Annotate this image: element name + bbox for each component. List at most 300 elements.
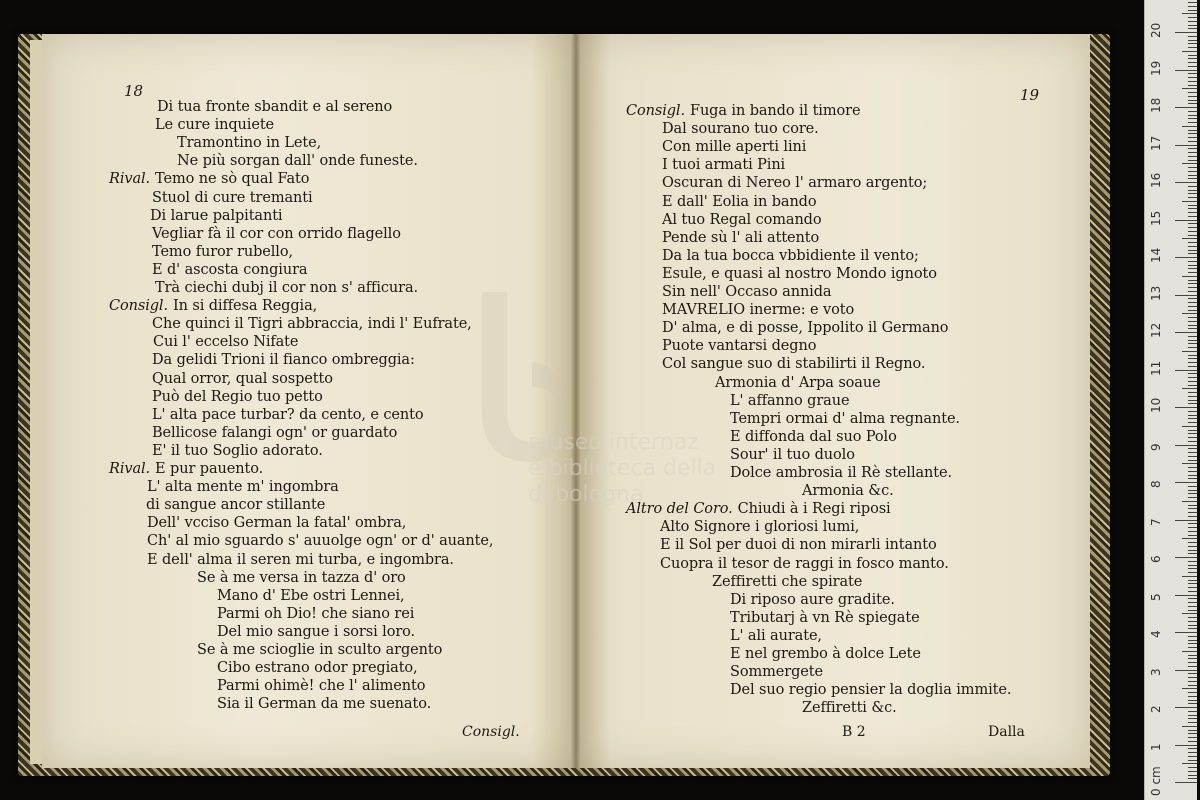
ruler-tick <box>1175 670 1197 671</box>
ruler-tick <box>1188 478 1197 479</box>
ruler-tick <box>1182 238 1197 239</box>
ruler-tick <box>1175 332 1197 333</box>
verse-line: Può del Regio tuo petto <box>152 388 323 405</box>
ruler-tick <box>1182 426 1197 427</box>
ruler-tick <box>1188 160 1197 161</box>
speaker-label: Consigl. <box>626 103 685 119</box>
ruler-tick <box>1188 643 1197 644</box>
verse-line: Se à me versa in tazza d' oro <box>197 569 406 586</box>
ruler-tick <box>1188 92 1197 93</box>
ruler-tick <box>1188 130 1197 131</box>
verse-line: Stuol di cure tremanti <box>152 189 313 206</box>
ruler-tick <box>1188 553 1197 554</box>
verse-line: Pende sù l' ali attento <box>662 229 820 246</box>
verse-line: Esule, e quasi al nostro Mondo ignoto <box>662 265 937 282</box>
verse-line: Qual orror, qual sospetto <box>152 370 333 387</box>
verse-line: Temo furor rubello, <box>152 243 293 260</box>
ruler-label: 19 <box>1149 60 1163 76</box>
ruler-tick <box>1188 325 1197 326</box>
verse-line: E nel grembo à dolce Lete <box>730 646 921 662</box>
ruler-tick <box>1188 677 1197 678</box>
ruler-tick <box>1188 771 1197 772</box>
verse-line: Alto Signore i gloriosi lumi, <box>660 519 860 536</box>
ruler-tick <box>1182 13 1197 14</box>
ruler-tick <box>1188 497 1197 498</box>
verse-line: Armonia d' Arpa soaue <box>715 374 881 391</box>
ruler-label: 7 <box>1149 517 1163 526</box>
ruler-tick <box>1188 722 1197 723</box>
ruler-tick <box>1182 763 1197 764</box>
ruler-tick <box>1188 733 1197 734</box>
ruler-tick <box>1188 628 1197 629</box>
ruler-tick <box>1188 272 1197 273</box>
ruler-tick <box>1188 366 1197 367</box>
ruler-tick <box>1188 767 1197 768</box>
speaker-label: Consigl. <box>109 298 168 315</box>
verse-line: Al tuo Regal comando <box>662 211 822 228</box>
ruler-label: 18 <box>1149 97 1163 113</box>
ruler-tick <box>1188 265 1197 266</box>
ruler-tick <box>1182 313 1197 314</box>
ruler-tick <box>1188 568 1197 569</box>
ruler-tick <box>1188 171 1197 172</box>
ruler-tick <box>1188 778 1197 779</box>
ruler-tick <box>1188 347 1197 348</box>
ruler-tick <box>1182 651 1197 652</box>
ruler-tick <box>1188 565 1197 566</box>
ruler-tick <box>1188 756 1197 757</box>
ruler-tick <box>1188 542 1197 543</box>
verse-line: Temo ne sò qual Fato <box>155 171 310 188</box>
ruler-tick <box>1188 208 1197 209</box>
ruler-tick <box>1188 452 1197 453</box>
ruler-tick <box>1188 25 1197 26</box>
ruler-tick <box>1188 343 1197 344</box>
ruler-label: 4 <box>1149 630 1163 638</box>
ruler-tick <box>1188 85 1197 86</box>
ruler-tick <box>1175 557 1197 558</box>
ruler-tick <box>1182 576 1197 577</box>
ruler-tick <box>1188 415 1197 416</box>
ruler-tick <box>1188 175 1197 176</box>
verse-line: Cibo estrano odor pregiato, <box>217 660 418 677</box>
catchword-right: Dalla <box>988 724 1025 740</box>
ruler-tick <box>1188 508 1197 509</box>
ruler-tick <box>1188 310 1197 311</box>
ruler-tick <box>1188 287 1197 288</box>
ruler-tick <box>1188 227 1197 228</box>
ruler-tick <box>1188 400 1197 401</box>
ruler-tick <box>1188 700 1197 701</box>
ruler-label: 0 cm <box>1149 766 1163 796</box>
verse-line: MAVRELIO inerme: e voto <box>662 302 855 319</box>
verse-line: Parmi oh Dio! che siano rei <box>217 605 415 622</box>
verse-line: Di tua fronte sbandit e al sereno <box>157 99 393 115</box>
ruler-tick <box>1188 692 1197 693</box>
ruler-tick <box>1188 231 1197 232</box>
ruler-tick <box>1188 715 1197 716</box>
verse-line: Del mio sangue i sorsi loro. <box>217 623 416 640</box>
ruler-tick <box>1188 148 1197 149</box>
verse-line: Del suo regio pensier la doglia immite. <box>730 682 1012 699</box>
ruler-label: 9 <box>1149 442 1163 451</box>
ruler-label: 12 <box>1149 322 1163 338</box>
ruler-tick <box>1188 28 1197 29</box>
signature-mark: B 2 <box>842 724 866 740</box>
verse-line: E diffonda dal suo Polo <box>730 428 897 445</box>
ruler-tick <box>1188 118 1197 119</box>
ruler-tick <box>1188 36 1197 37</box>
ruler-tick <box>1182 126 1197 127</box>
ruler-tick <box>1188 606 1197 607</box>
speaker-label: Rival. <box>109 171 151 188</box>
verse-line: Vegliar fà il cor con orrido flagello <box>152 225 401 242</box>
ruler-tick <box>1182 163 1197 164</box>
ruler-tick <box>1188 17 1197 18</box>
verse-line: Da la tua bocca vbbidiente il vento; <box>662 247 919 264</box>
ruler-tick <box>1188 486 1197 487</box>
ruler-tick <box>1182 276 1197 277</box>
ruler-tick <box>1188 321 1197 322</box>
right-page <box>580 34 1090 768</box>
ruler-tick <box>1188 418 1197 419</box>
ruler-tick <box>1188 58 1197 59</box>
verse-line: Puote vantarsi degno <box>662 338 817 355</box>
page-number-left: 18 <box>124 82 144 100</box>
ruler-tick <box>1188 340 1197 341</box>
ruler-tick <box>1188 490 1197 491</box>
ruler-tick <box>1175 407 1197 408</box>
ruler-tick <box>1188 280 1197 281</box>
ruler-tick <box>1188 460 1197 461</box>
ruler-label: 13 <box>1149 285 1163 301</box>
ruler-tick <box>1188 437 1197 438</box>
verse-line: Fuga in bando il timore <box>689 103 861 119</box>
ruler-tick <box>1188 197 1197 198</box>
ruler-tick <box>1188 21 1197 22</box>
verse-line: E dell' alma il seren mi turba, e ingombra. <box>147 551 454 568</box>
verse-line: Sin nell' Occaso annida <box>662 284 832 300</box>
ruler-tick <box>1188 111 1197 112</box>
ruler-tick <box>1188 328 1197 329</box>
ruler-label: 6 <box>1149 555 1163 563</box>
ruler-tick <box>1188 475 1197 476</box>
verse-line: Chiudi à i Regi riposi <box>737 501 891 518</box>
ruler-tick <box>1188 385 1197 386</box>
ruler-tick <box>1188 718 1197 719</box>
ruler-label: 16 <box>1149 172 1163 188</box>
ruler-tick <box>1188 40 1197 41</box>
ruler-tick <box>1188 748 1197 749</box>
verse-line: Da gelidi Trioni il fianco ombreggia: <box>152 352 415 369</box>
verse-line: E il Sol per duoi di non mirarli intanto <box>660 537 937 554</box>
ruler-tick <box>1175 70 1197 71</box>
verse-line: Cui l' eccelso Nifate <box>153 334 299 351</box>
ruler-tick <box>1188 62 1197 63</box>
ruler-label: 2 <box>1149 705 1163 713</box>
ruler-tick <box>1188 47 1197 48</box>
ruler-tick <box>1188 2 1197 3</box>
verse-line: Dal sourano tuo core. <box>662 121 819 138</box>
ruler-tick <box>1188 362 1197 363</box>
ruler-tick <box>1188 66 1197 67</box>
ruler-tick <box>1175 257 1197 258</box>
ruler-tick <box>1188 298 1197 299</box>
ruler-tick <box>1188 403 1197 404</box>
ruler-tick <box>1188 467 1197 468</box>
verse-line: I tuoi armati Pini <box>662 157 786 174</box>
ruler-tick <box>1188 317 1197 318</box>
ruler-tick <box>1188 10 1197 11</box>
ruler-tick <box>1188 523 1197 524</box>
ruler-tick <box>1188 546 1197 547</box>
ruler-tick <box>1188 77 1197 78</box>
ruler-tick <box>1188 441 1197 442</box>
verse-line: Che quinci il Tigri abbraccia, indi l' Eufrate, <box>152 316 472 333</box>
ruler-tick <box>1175 145 1197 146</box>
ruler-label: 11 <box>1149 360 1163 376</box>
ruler-tick <box>1188 167 1197 168</box>
ruler-tick <box>1188 137 1197 138</box>
ruler-tick <box>1175 595 1197 596</box>
speaker-label: Altro del Coro. <box>626 501 733 518</box>
verse-line: Zeffiretti che spirate <box>712 573 863 590</box>
ruler-tick <box>1188 662 1197 663</box>
ruler-tick <box>1188 760 1197 761</box>
ruler-tick <box>1175 107 1197 108</box>
verse-line: Tributarj à vn Rè spiegate <box>730 609 920 626</box>
catchword-left: Consigl. <box>462 724 520 740</box>
ruler-tick <box>1188 411 1197 412</box>
ruler-tick <box>1188 156 1197 157</box>
ruler-tick <box>1188 685 1197 686</box>
verse-line: E d' ascosta congiura <box>152 261 308 278</box>
verse-line: Le cure inquiete <box>155 117 275 134</box>
ruler-tick <box>1188 737 1197 738</box>
ruler-tick <box>1188 178 1197 179</box>
ruler-tick <box>1188 673 1197 674</box>
verse-line: Di larue palpitanti <box>150 207 283 224</box>
verse-line: Sour' il tuo duolo <box>730 446 855 463</box>
ruler-tick <box>1182 688 1197 689</box>
verse-line: Tramontino in Lete, <box>177 135 322 152</box>
ruler-label: 14 <box>1149 247 1163 263</box>
verse-line: Dolce ambrosia il Rè stellante. <box>730 465 952 481</box>
ruler-tick <box>1182 88 1197 89</box>
speaker-label: Rival. <box>109 461 151 477</box>
ruler-tick <box>1188 505 1197 506</box>
ruler-tick <box>1188 583 1197 584</box>
watermark-line-3: di bologna <box>528 482 644 507</box>
verse-line: E' il tuo Soglio adorato. <box>152 442 323 459</box>
ruler-tick <box>1188 396 1197 397</box>
ruler-tick <box>1188 122 1197 123</box>
ruler-label: 17 <box>1149 135 1163 151</box>
ruler-tick <box>1188 73 1197 74</box>
verse-line: Di riposo aure gradite. <box>730 591 895 608</box>
ruler-tick <box>1188 223 1197 224</box>
verse-line: Se à me scioglie in sculto argento <box>197 642 443 658</box>
verse-line: Trà ciechi dubj il cor non s' afficura. <box>155 280 418 296</box>
ruler-tick <box>1188 302 1197 303</box>
ruler-tick <box>1188 250 1197 251</box>
ruler-label: 8 <box>1149 480 1163 488</box>
ruler-tick <box>1175 295 1197 296</box>
ruler-tick <box>1175 370 1197 371</box>
ruler-tick <box>1188 422 1197 423</box>
verse-line: L' alta pace turbar? da cento, e cento <box>152 406 424 423</box>
ruler-tick <box>1188 572 1197 573</box>
watermark-line-1: museo internaz <box>528 430 699 455</box>
ruler-tick <box>1188 775 1197 776</box>
ruler-tick <box>1188 658 1197 659</box>
ruler-tick <box>1188 617 1197 618</box>
ruler-tick <box>1188 752 1197 753</box>
ruler-label: 1 <box>1149 742 1163 751</box>
ruler-tick <box>1188 430 1197 431</box>
ruler-tick <box>1188 531 1197 532</box>
ruler-tick <box>1188 377 1197 378</box>
ruler-tick <box>1188 448 1197 449</box>
ruler-tick <box>1188 212 1197 213</box>
ruler-tick <box>1182 201 1197 202</box>
ruler-tick <box>1188 268 1197 269</box>
watermark-line-2: e biblioteca della <box>528 456 717 481</box>
ruler-tick <box>1188 261 1197 262</box>
verse-line: Dell' vcciso German la fatal' ombra, <box>147 515 407 532</box>
verse-line: E dall' Eolia in bando <box>662 193 817 210</box>
ruler-tick <box>1188 283 1197 284</box>
verse-line: In si diffesa Reggia, <box>172 298 318 315</box>
verse-line: E pur pauento. <box>155 461 264 477</box>
verse-line: Sia il German da me suenato. <box>217 696 432 713</box>
verse-line: Ne più sorgan dall' onde funeste. <box>177 153 418 170</box>
ruler-tick <box>1175 632 1197 633</box>
ruler-tick <box>1188 355 1197 356</box>
ruler-tick <box>1188 456 1197 457</box>
ruler-tick <box>1188 246 1197 247</box>
ruler-tick <box>1175 220 1197 221</box>
ruler-tick <box>1188 741 1197 742</box>
ruler-tick <box>1188 81 1197 82</box>
ruler-label: 3 <box>1149 667 1163 676</box>
verse-line: Sommergete <box>730 664 823 681</box>
verse-line: Con mille aperti lini <box>662 139 807 156</box>
verse-line: Bellicose falangi ogn' or guardato <box>152 424 398 441</box>
ruler-tick <box>1175 707 1197 708</box>
ruler-label: 10 <box>1149 397 1163 413</box>
ruler-tick <box>1188 471 1197 472</box>
ruler-tick <box>1182 388 1197 389</box>
ruler-tick <box>1188 493 1197 494</box>
ruler-tick <box>1188 235 1197 236</box>
ruler-tick <box>1182 351 1197 352</box>
ruler-tick <box>1188 193 1197 194</box>
ruler-tick <box>1188 103 1197 104</box>
ruler-tick <box>1188 516 1197 517</box>
verse-line: Armonia &c. <box>802 483 894 500</box>
ruler-tick <box>1188 580 1197 581</box>
ruler-tick <box>1182 51 1197 52</box>
verse-line: Parmi ohimè! che l' alimento <box>217 678 426 695</box>
ruler-tick <box>1188 242 1197 243</box>
verse-line: Col sangue suo di stabilirti il Regno. <box>662 356 926 373</box>
ruler-tick <box>1188 100 1197 101</box>
ruler-tick <box>1175 32 1197 33</box>
ruler-tick <box>1188 43 1197 44</box>
ruler-tick <box>1188 152 1197 153</box>
ruler-tick <box>1188 527 1197 528</box>
ruler-tick <box>1188 625 1197 626</box>
ruler-tick <box>1188 392 1197 393</box>
ruler-tick <box>1175 182 1197 183</box>
verse-line: Cuopra il tesor de raggi in fosco manto. <box>660 555 949 572</box>
ruler-tick <box>1188 216 1197 217</box>
verse-line: Mano d' Ebe ostri Lennei, <box>217 587 405 604</box>
ruler-tick <box>1188 373 1197 374</box>
ruler-tick <box>1188 381 1197 382</box>
ruler-tick <box>1188 433 1197 434</box>
ruler-tick <box>1175 782 1197 783</box>
verse-line: L' affanno graue <box>730 392 850 409</box>
ruler-tick <box>1188 666 1197 667</box>
ruler-tick <box>1188 587 1197 588</box>
ruler-tick <box>1188 591 1197 592</box>
ruler-tick <box>1188 205 1197 206</box>
ruler-tick <box>1188 711 1197 712</box>
ruler-tick <box>1188 253 1197 254</box>
ruler-tick <box>1188 96 1197 97</box>
ruler-tick <box>1188 291 1197 292</box>
ruler-tick <box>1188 703 1197 704</box>
verse-line: Ch' al mio sguardo s' auuolge ogn' or d' auante, <box>147 533 494 550</box>
ruler-tick <box>1188 306 1197 307</box>
ruler-tick <box>1175 520 1197 521</box>
ruler-tick <box>1188 115 1197 116</box>
verse-line: D' alma, e di posse, Ippolito il Germano <box>662 320 949 337</box>
page-number-right: 19 <box>1020 86 1040 104</box>
ruler-tick <box>1188 602 1197 603</box>
verse-line: L' ali aurate, <box>730 627 822 644</box>
verse-line: Tempri ormai d' alma regnante. <box>730 410 960 427</box>
ruler-tick <box>1188 598 1197 599</box>
verse-line: Oscuran di Nereo l' armaro argento; <box>662 175 928 192</box>
ruler-tick <box>1182 613 1197 614</box>
verse-line: L' alta mente m' ingombra <box>147 479 339 496</box>
ruler-tick <box>1182 726 1197 727</box>
ruler-tick <box>1188 190 1197 191</box>
ruler-tick <box>1182 463 1197 464</box>
ruler-tick <box>1188 358 1197 359</box>
verse-line: di sangue ancor stillante <box>146 497 326 514</box>
ruler-label: 15 <box>1149 210 1163 226</box>
measuring-ruler <box>1144 0 1197 800</box>
ruler-tick <box>1188 186 1197 187</box>
verse-line: Zeffiretti &c. <box>802 700 897 717</box>
ruler-tick <box>1188 133 1197 134</box>
ruler-tick <box>1175 482 1197 483</box>
ruler-tick <box>1188 647 1197 648</box>
ruler-tick <box>1182 538 1197 539</box>
ruler-tick <box>1188 141 1197 142</box>
ruler-tick <box>1188 636 1197 637</box>
ruler-tick <box>1188 640 1197 641</box>
ruler-label: 5 <box>1149 592 1163 601</box>
ruler-tick <box>1188 6 1197 7</box>
ruler-tick <box>1188 535 1197 536</box>
ruler-tick <box>1188 610 1197 611</box>
ruler-tick <box>1182 501 1197 502</box>
